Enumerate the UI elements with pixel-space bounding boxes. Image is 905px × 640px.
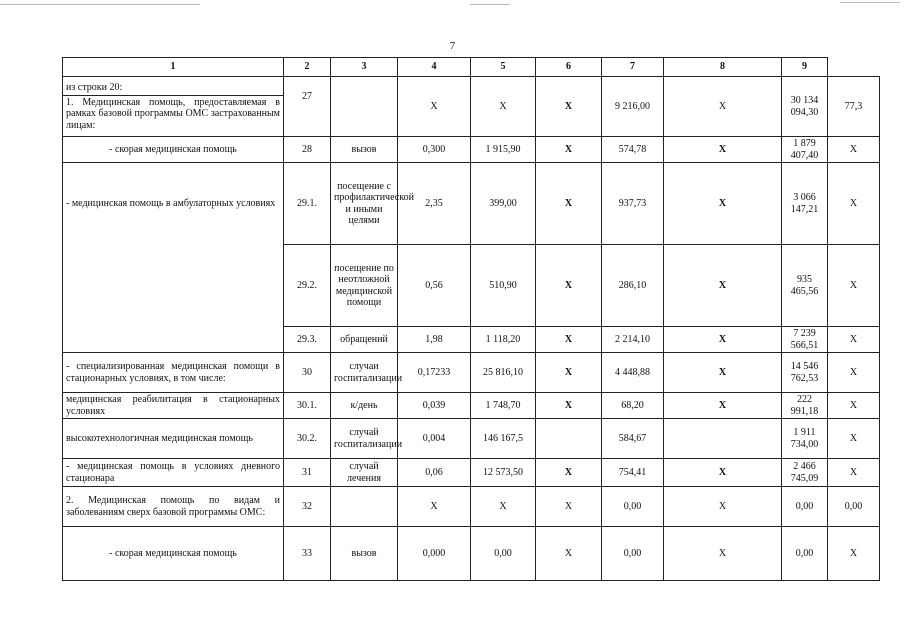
cell-c4: 1 748,70 (471, 393, 536, 419)
row-line-number: 30.2. (284, 419, 331, 459)
cell-c3: 0,06 (398, 459, 471, 487)
row-name: - скорая медицинская помощь (63, 137, 284, 163)
row-name: - медицинская помощь в условиях дневного стационара (63, 459, 284, 487)
row-unit: посещение по неотложной медицинской помощи (331, 245, 398, 327)
table-row (63, 527, 880, 581)
col-header-4: 4 (398, 58, 471, 77)
from-line-label: из строки 20: (63, 81, 283, 96)
cell-c4: 12 573,50 (471, 459, 536, 487)
row-name: - специализированная медицинская помощи в стационарных условиях, в том числе: (63, 353, 284, 393)
row-line-number: 30 (284, 353, 331, 393)
cell-c5: Х (536, 353, 602, 393)
cell-c8: 7 239 566,51 (782, 327, 828, 353)
row-name (63, 163, 284, 353)
cell-c7: Х (664, 393, 782, 419)
cell-c7: Х (664, 163, 782, 245)
cell-c4: 1 118,20 (471, 327, 536, 353)
cell-c8: 14 546 762,53 (782, 353, 828, 393)
table-row (63, 459, 880, 487)
cell-c8: 0,00 (782, 527, 828, 581)
cell-c3: 0,17233 (398, 353, 471, 393)
cell-c4: 510,90 (471, 245, 536, 327)
row-line-number: 31 (284, 459, 331, 487)
cell-c5: Х (536, 245, 602, 327)
row-line-number: 32 (284, 487, 331, 527)
cell-c4: Х (471, 77, 536, 137)
cell-c7: Х (664, 487, 782, 527)
cell-c7: Х (664, 77, 782, 137)
row-line-number: 30.1. (284, 393, 331, 419)
column-number-row (63, 58, 880, 77)
cell-c9: Х (828, 393, 880, 419)
cell-c4: 399,00 (471, 163, 536, 245)
cell-c5: Х (536, 487, 602, 527)
cell-c6: 937,73 (602, 163, 664, 245)
table-row (63, 353, 880, 393)
cell-c6: 584,67 (602, 419, 664, 459)
page-number: 7 (449, 40, 456, 52)
cell-c7: Х (664, 137, 782, 163)
row-unit: вызов (331, 527, 398, 581)
row-unit (331, 487, 398, 527)
cell-c5: Х (536, 163, 602, 245)
col-header-2: 2 (284, 58, 331, 77)
row-unit: посещение с профилактической и иными целями (331, 163, 398, 245)
cell-c9: Х (828, 353, 880, 393)
row-unit: случай лечения (331, 459, 398, 487)
cell-c9: 0,00 (828, 487, 880, 527)
cell-c8: 0,00 (782, 487, 828, 527)
row-name-text: - медицинская помощь в амбулаторных условиях (66, 197, 276, 209)
cell-c7: Х (664, 245, 782, 327)
cell-c3: 0,000 (398, 527, 471, 581)
row-line-number: 29.2. (284, 245, 331, 327)
cell-c9: Х (828, 137, 880, 163)
cell-c3: Х (398, 77, 471, 137)
row-unit: случай госпитализации (331, 419, 398, 459)
cell-c5: Х (536, 527, 602, 581)
col-header-9: 9 (782, 58, 828, 77)
col-header-7: 7 (602, 58, 664, 77)
cell-c5: Х (536, 137, 602, 163)
row-line-number: 33 (284, 527, 331, 581)
cell-c9: Х (828, 245, 880, 327)
cell-c9: 77,3 (828, 77, 880, 137)
cell-c6: 286,10 (602, 245, 664, 327)
table-row (63, 137, 880, 163)
table-row (63, 419, 880, 459)
row-line-number: 27 (284, 77, 331, 137)
row-unit: случаи госпитализации (331, 353, 398, 393)
col-header-6: 6 (536, 58, 602, 77)
col-header-5: 5 (471, 58, 536, 77)
cell-c3: 0,300 (398, 137, 471, 163)
cell-c6: 0,00 (602, 487, 664, 527)
row-line-number: 28 (284, 137, 331, 163)
col-header-3: 3 (331, 58, 398, 77)
cell-c9: Х (828, 163, 880, 245)
row-name: высокотехнологичная медицинская помощь (63, 419, 284, 459)
cell-c9: Х (828, 327, 880, 353)
table-row (63, 163, 880, 245)
row-name: 2. Медицинская помощь по видам и заболеваниям сверх базовой программы ОМС: (63, 487, 284, 527)
cell-c6: 68,20 (602, 393, 664, 419)
cell-c3: 0,039 (398, 393, 471, 419)
row-unit: вызов (331, 137, 398, 163)
cell-c5: Х (536, 393, 602, 419)
cell-c8: 30 134 094,30 (782, 77, 828, 137)
row-unit (331, 77, 398, 137)
cell-c6: 754,41 (602, 459, 664, 487)
cell-c7: Х (664, 527, 782, 581)
row-line-number: 29.3. (284, 327, 331, 353)
cell-c8: 1 911 734,00 (782, 419, 828, 459)
table-row (63, 487, 880, 527)
cell-c3: 2,35 (398, 163, 471, 245)
cell-c9: Х (828, 419, 880, 459)
row-unit: обращений (331, 327, 398, 353)
cell-c7: Х (664, 353, 782, 393)
cell-c4: 1 915,90 (471, 137, 536, 163)
row-name: медицинская реабилитация в стационарных условиях (63, 393, 284, 419)
row-name: - скорая медицинская помощь (63, 527, 284, 581)
cell-c4: 146 167,5 (471, 419, 536, 459)
col-header-1: 1 (63, 58, 284, 77)
cell-c5: Х (536, 77, 602, 137)
medical-care-table (62, 57, 880, 581)
cell-c8: 222 991,18 (782, 393, 828, 419)
cell-c5: Х (536, 327, 602, 353)
row-name (63, 77, 284, 137)
cell-c5: Х (536, 459, 602, 487)
cell-c6: 574,78 (602, 137, 664, 163)
cell-c9: Х (828, 527, 880, 581)
cell-c7 (664, 419, 782, 459)
row-name-text: 1. Медицинская помощь, предоставляемая в рамках базовой программы ОМС застрахованным лицам: (66, 96, 280, 131)
cell-c8: 935 465,56 (782, 245, 828, 327)
cell-c3: 1,98 (398, 327, 471, 353)
row-line-number: 29.1. (284, 163, 331, 245)
cell-c8: 1 879 407,40 (782, 137, 828, 163)
cell-c4: 0,00 (471, 527, 536, 581)
table-row (63, 77, 880, 137)
cell-c3: 0,004 (398, 419, 471, 459)
cell-c7: Х (664, 327, 782, 353)
cell-c8: 3 066 147,21 (782, 163, 828, 245)
cell-c4: Х (471, 487, 536, 527)
col-header-8: 8 (664, 58, 782, 77)
cell-c5 (536, 419, 602, 459)
cell-c6: 0,00 (602, 527, 664, 581)
cell-c8: 2 466 745,09 (782, 459, 828, 487)
cell-c3: Х (398, 487, 471, 527)
row-unit: к/день (331, 393, 398, 419)
cell-c7: Х (664, 459, 782, 487)
table-row (63, 393, 880, 419)
cell-c6: 4 448,88 (602, 353, 664, 393)
cell-c4: 25 816,10 (471, 353, 536, 393)
cell-c3: 0,56 (398, 245, 471, 327)
cell-c6: 9 216,00 (602, 77, 664, 137)
cell-c9: Х (828, 459, 880, 487)
cell-c6: 2 214,10 (602, 327, 664, 353)
